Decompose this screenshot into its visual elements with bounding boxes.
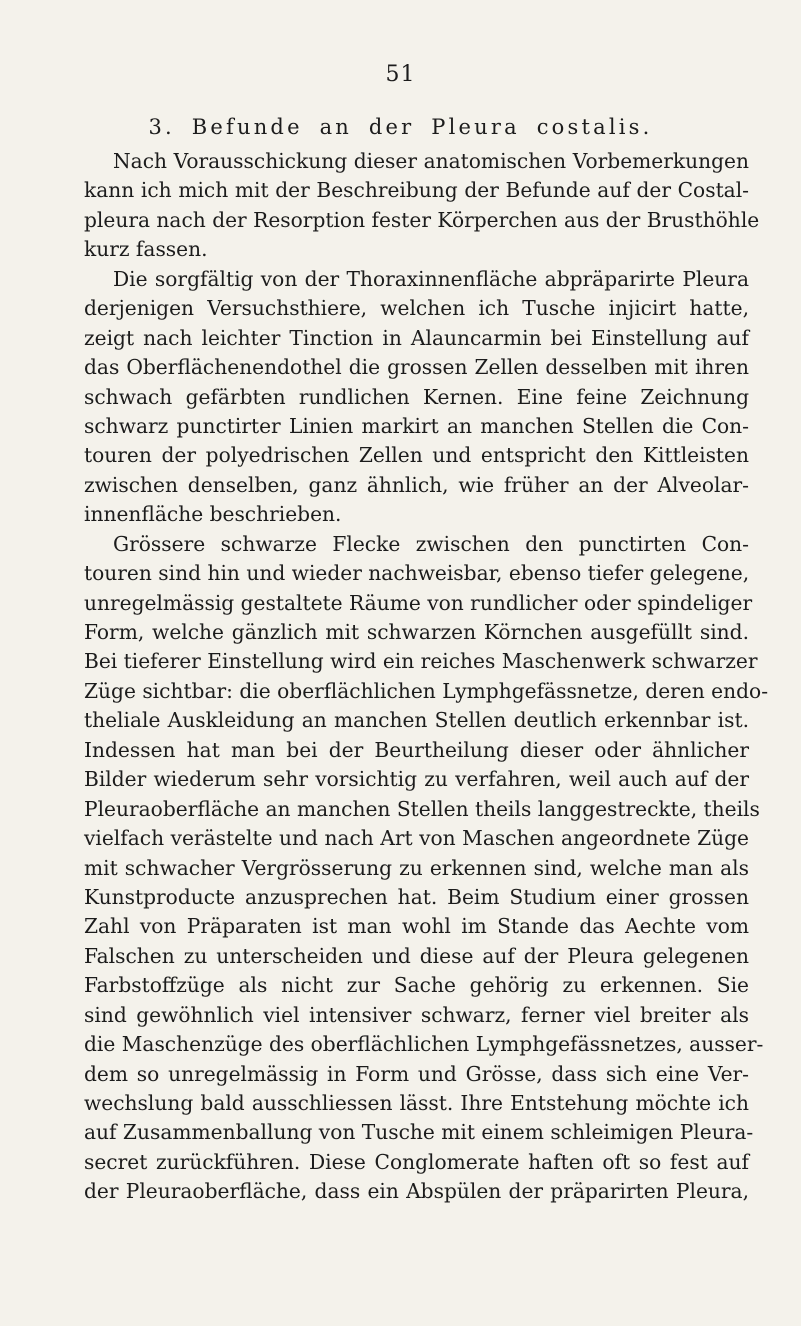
text-line: touren sind hin und wieder nachweisbar, ebenso tiefer gelegene, [84,561,750,586]
text-line: das Oberflächenendothel die grossen Zellen desselben mit ihren [84,355,749,380]
text-line: die Maschenzüge des oberflächlichen Lymphgefässnetzes, ausser- [84,1032,764,1057]
text-line: kann ich mich mit der Beschreibung der Befunde auf der Costal- [84,178,749,203]
text-line: Nach Vorausschickung dieser anatomischen Vorbemerkungen [113,149,749,173]
text-line: auf Zusammenballung von Tusche mit einem schleimigen Pleura- [84,1120,754,1145]
text-line: Falschen zu unterscheiden und diese auf der Pleura gelegenen [84,943,749,968]
text-line: schwach gefärbten rundlichen Kernen. Eine feine Zeichnung [84,384,749,409]
text-line: kurz fassen. [84,237,208,262]
text-line: Züge sichtbar: die oberflächlichen Lymphgefässnetze, deren endo- [84,678,769,703]
text-line: touren der polyedrischen Zellen und entspricht den Kittleisten [84,443,749,468]
text-line: sind gewöhnlich viel intensiver schwarz, ferner viel breiter als [84,1002,749,1027]
text-line: theliale Auskleidung an manchen Stellen deutlich erkennbar ist. [84,708,749,733]
body-text [84,147,769,1207]
text-line: Die sorgfältig von der Thoraxinnenfläche abpräparirte Pleura [113,266,749,291]
text-line: Farbstoffzüge als nicht zur Sache gehörig zu erkennen. Sie [84,973,749,998]
text-line: derjenigen Versuchsthiere, welchen ich Tusche injicirt hatte, [84,296,749,321]
text-line: Grössere schwarze Flecke zwischen den punctirten Con- [113,531,749,556]
text-line: Bilder wiederum sehr vorsichtig zu verfahren, weil auch auf der [84,767,749,792]
text-line: mit schwacher Vergrösserung zu erkennen sind, welche man als [84,855,749,880]
section-title: 3. Befunde an der Pleura costalis. [148,115,653,139]
text-line: der Pleuraoberfläche, dass ein Abspülen der präparirten Pleura, [84,1179,749,1204]
text-line: Zahl von Präparaten ist man wohl im Stande das Aechte vom [84,914,749,939]
text-line: Kunstproducte anzusprechen hat. Beim Studium einer grossen [84,884,749,909]
text-line: Pleuraoberfläche an manchen Stellen theils langgestreckte, theils [84,796,760,821]
text-line: secret zurückführen. Diese Conglomerate haften oft so fest auf [84,1149,749,1174]
text-line: zwischen denselben, ganz ähnlich, wie früher an der Alveolar- [84,472,749,497]
text-line: Form, welche gänzlich mit schwarzen Körnchen ausgefüllt sind. [84,620,749,644]
text-line: schwarz punctirter Linien markirt an manchen Stellen die Con- [84,413,749,438]
text-line: zeigt nach leichter Tinction in Alauncarmin bei Einstellung auf [84,325,749,350]
text-line: dem so unregelmässig in Form und Grösse, dass sich eine Ver- [84,1061,749,1086]
text-line: Indessen hat man bei der Beurtheilung dieser oder ähnlicher [84,737,749,762]
text-line: wechslung bald ausschliessen lässt. Ihre Entstehung möchte ich [84,1091,749,1115]
text-line: Bei tieferer Einstellung wird ein reiches Maschenwerk schwarzer [84,649,758,674]
text-line: innenfläche beschrieben. [84,502,342,527]
text-line: unregelmässig gestaltete Räume von rundlicher oder spindeliger [84,590,753,615]
text-line: vielfach verästelte und nach Art von Maschen angeordnete Züge [84,826,749,851]
text-line: pleura nach der Resorption fester Körperchen aus der Brusthöhle [84,207,760,232]
page-number: 51 [385,62,416,87]
